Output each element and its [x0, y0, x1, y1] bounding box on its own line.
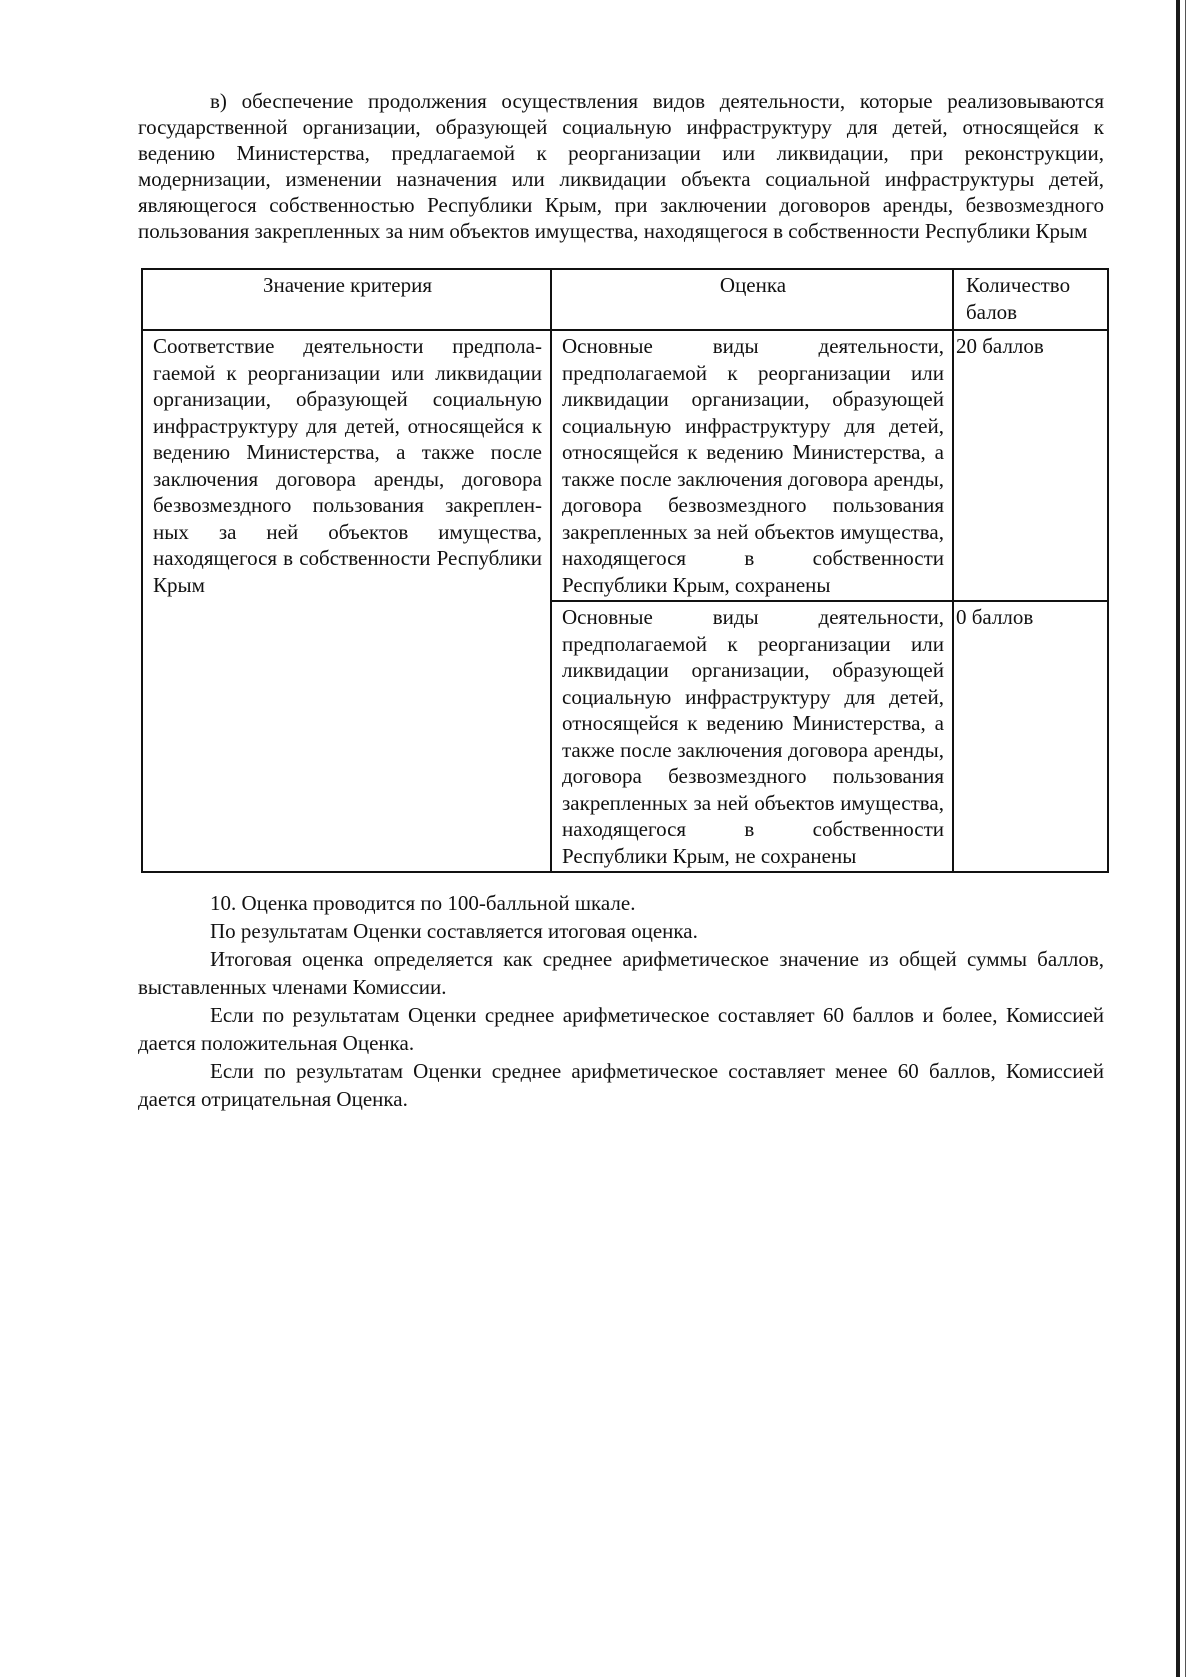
table-row [142, 330, 1108, 601]
header-assessment: Оценка [551, 269, 953, 330]
scan-edge-line-thin [1185, 0, 1186, 1677]
document-page [138, 88, 1104, 1113]
assessment-cell: Основные виды деятельности, предполагаемой к реорганизации или ликвидации организации, образующей социальную инфраструктуру для детей, относящейся к ведению Министерства, а также после заключения договора аренды, договора безвозмездного пользования закрепленных за ней объектов имущества, находящегося в собственности Республики Крым, сохранены [551, 330, 953, 601]
scan-edge-line [1176, 0, 1180, 1677]
paragraph: Если по результатам Оценки среднее арифметическое составляет 60 баллов и более, Комиссией дается положительная Оценка. [138, 1003, 1104, 1055]
intro-paragraph: в) обеспечение продолжения осуществления видов деятельности, которые реализовываются государственной организации, образующей социальную инфраструктуру для детей, относящейся к ведению Министерства, предлагаемой к реорганизации или ликвидации, при реконструкции, модернизации, изменении назначения или ликвидации объекта социальной инфраструктуры детей, являющегося собственностью Республики Крым, при заключении договоров аренды, безвозмездного пользования закрепленных за ним объектов имущества, находящегося в собственности Республики Крым [138, 89, 1104, 243]
header-criterion: Значение критерия [142, 269, 551, 330]
table-header-row [142, 269, 1108, 330]
paragraph: Итоговая оценка определяется как среднее арифметическое значение из общей суммы баллов, выставленных членами Комиссии. [138, 947, 1104, 999]
paragraph: Если по результатам Оценки среднее арифметическое составляет менее 60 баллов, Комиссией дается отрицательная Оценка. [138, 1059, 1104, 1111]
points-cell: 20 баллов [953, 330, 1108, 601]
points-cell: 0 баллов [953, 601, 1108, 872]
criterion-cell: Соответствие деятельности предпола-гаемой к реорганизации или ликвидации организации, образующей социальную инфраструктуру для детей, относящейся к ведению Министерства, а также после заключения договора аренды, договора безвозмездного пользования закреплен- ных за ней объектов имущества, находящегося в собственности Республики Крым [142, 330, 551, 872]
closing-paragraphs [138, 889, 1104, 1113]
paragraph-item-10: 10. Оценка проводится по 100-балльной шкале. [210, 891, 636, 915]
criteria-table [141, 268, 1109, 873]
paragraph: По результатам Оценки составляется итоговая оценка. [210, 919, 698, 943]
assessment-cell: Основные виды деятельности, предполагаемой к реорганизации или ликвидации организации, образующей социальную инфраструктуру для детей, относящейся к ведению Министерства, а также после заключения договора аренды, договора безвозмездного пользования закрепленных за ней объектов имущества, находящегося в собственности Республики Крым, не сохранены [551, 601, 953, 872]
header-points: Количество балов [953, 269, 1108, 330]
